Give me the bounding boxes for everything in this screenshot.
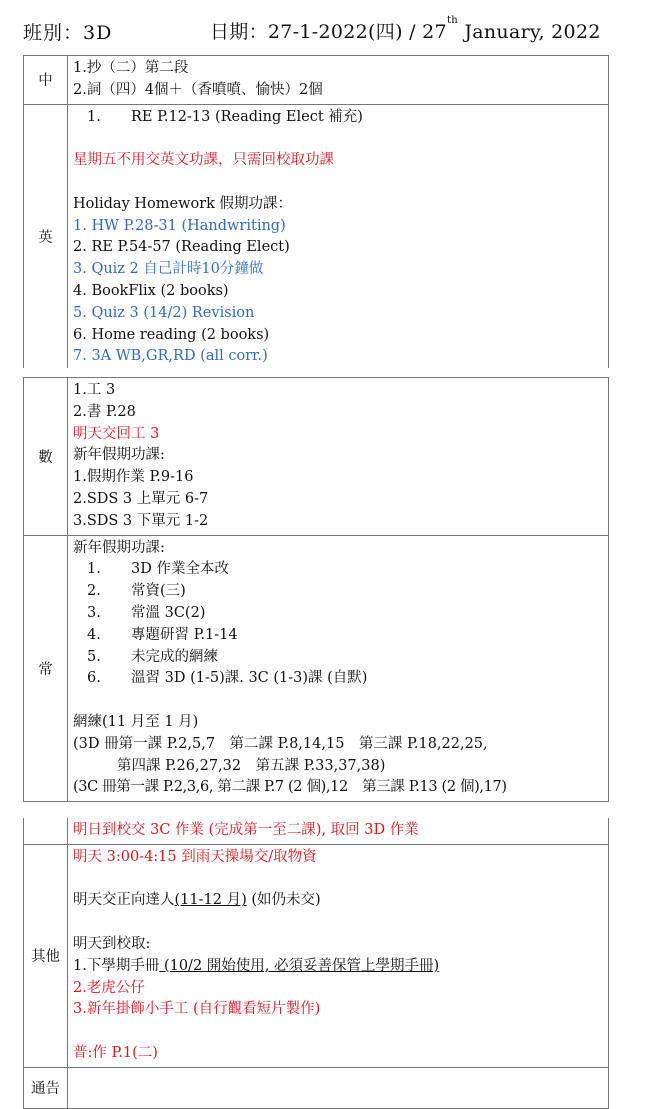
english-item-1-text: RE P.12-13 (Reading Elect 補充) xyxy=(131,108,363,125)
general-web-line: 第四課 P.26,27,32 第五課 P.33,37,38) xyxy=(117,757,386,774)
english-holiday-item: 7. 3A WB,GR,RD (all corr.) xyxy=(73,348,268,365)
general-item-text: 溫習 3D (1-5)課. 3C (1-3)課 (自默) xyxy=(131,670,368,687)
general-item-num: 6. xyxy=(87,670,101,687)
subject-others: 其他 xyxy=(24,844,68,1067)
math-notice: 明天交回工 3 xyxy=(73,425,160,442)
general-item-num: 3. xyxy=(87,604,101,621)
general-item-num: 5. xyxy=(87,648,101,665)
row-math xyxy=(24,378,609,536)
english-item-1-num: 1. xyxy=(87,108,101,125)
subject-english: 英 xyxy=(24,104,68,368)
spacer xyxy=(73,690,604,712)
chinese-line: 2.詞（四）4個＋（香噴噴、愉快）2個 xyxy=(73,81,323,98)
others-line: 普:作 P.1(二) xyxy=(73,1044,158,1061)
general-web-line: (3C 冊第一課 P.2,3,6, 第二課 P.7 (2 個),12 第三課 P.13 (2 個),17) xyxy=(73,779,507,796)
math-line: 2.書 P.28 xyxy=(73,403,136,420)
general-item xyxy=(73,581,604,603)
spacer xyxy=(73,172,604,194)
general-holiday-title: 新年假期功課: xyxy=(73,539,165,556)
general-item-text: 常溫 3C(2) xyxy=(131,604,206,621)
row-notice xyxy=(24,1067,609,1108)
date-suffix: th xyxy=(446,15,459,26)
general-content xyxy=(68,535,609,802)
english-holiday-item: 6. Home reading (2 books) xyxy=(73,326,270,343)
homework-table-3 xyxy=(23,818,609,1109)
general-item xyxy=(73,647,604,669)
date-main: 日期：27-1-2022(四) / 27 xyxy=(210,21,447,43)
general-item xyxy=(73,559,604,581)
others-line: 明天 3:00-4:15 到雨天操場交/取物資 xyxy=(73,848,317,865)
math-holiday-item: 2.SDS 3 上單元 6-7 xyxy=(73,490,209,507)
math-content xyxy=(68,378,609,536)
others-line-part: (如仍未交) xyxy=(246,892,321,909)
english-holiday-item: 5. Quiz 3 (14/2) Revision xyxy=(73,304,255,321)
class-label: 班別：3D xyxy=(23,22,113,44)
others-line: 明天到校取: xyxy=(73,935,151,952)
others-line xyxy=(73,890,604,912)
others-line-part: 明天交正向達人 xyxy=(73,892,175,909)
general-item-num: 2. xyxy=(87,583,101,600)
general-web-title: 網練(11 月至 1 月) xyxy=(73,713,199,730)
chinese-line: 1.抄（二）第二段 xyxy=(73,60,189,76)
english-content xyxy=(68,104,609,368)
row-english xyxy=(24,104,609,368)
general-item-text: 未完成的網練 xyxy=(131,648,218,665)
others-line-underlined: (10/2 開始使用, 必須妥善保管上學期手冊) xyxy=(159,957,440,974)
subject-notice: 通告 xyxy=(24,1067,68,1108)
math-holiday-item: 1.假期作業 P.9-16 xyxy=(73,469,194,486)
row-chinese xyxy=(24,56,609,105)
general-item xyxy=(73,668,604,690)
others-line: 2.老虎公仔 xyxy=(73,979,145,996)
english-holiday-item: 1. HW P.28-31 (Handwriting) xyxy=(73,217,286,234)
row-others xyxy=(24,844,609,1067)
general-item-text: 專題研習 P.1-14 xyxy=(131,626,238,643)
spacer xyxy=(73,912,604,934)
homework-table-1 xyxy=(23,55,609,368)
general-web-line: (3D 冊第一課 P.2,5,7 第二課 P.8,14,15 第三課 P.18,22,25, xyxy=(73,735,488,752)
spacer xyxy=(73,1021,604,1043)
homework-table-2 xyxy=(23,377,609,802)
others-line-part: 1.下學期手冊 xyxy=(73,957,160,974)
general-item-num: 1. xyxy=(87,561,101,578)
others-line: 3.新年掛飾小手工 (自行觀看短片製作) xyxy=(73,1001,321,1018)
spacer xyxy=(73,128,604,150)
english-notice: 星期五不用交英文功課，只需回校取功課 xyxy=(73,152,334,169)
date-label xyxy=(210,17,601,44)
spacer xyxy=(73,869,604,891)
subject-general-studies: 常 xyxy=(24,535,68,802)
general-item-text: 常資(三) xyxy=(131,583,186,600)
subject-chinese: 中 xyxy=(24,56,68,105)
others-line xyxy=(73,956,604,978)
math-line: 1.工 3 xyxy=(73,382,116,398)
subject-math: 數 xyxy=(24,378,68,536)
general-item-text: 3D 作業全本改 xyxy=(131,561,229,578)
english-holiday-item: 2. RE P.54-57 (Reading Elect) xyxy=(73,239,290,256)
subject-empty xyxy=(24,818,68,844)
general-item xyxy=(73,625,604,647)
english-holiday-item: 3. Quiz 2 自己計時10分鐘做 xyxy=(73,261,264,278)
math-holiday-item: 3.SDS 3 下單元 1-2 xyxy=(73,512,209,529)
others-content xyxy=(68,844,609,1067)
row-others-top xyxy=(24,818,609,844)
english-item-1 xyxy=(73,107,604,129)
others-top-content xyxy=(68,818,609,844)
english-holiday-title: Holiday Homework 假期功課： xyxy=(73,195,293,212)
english-holiday-item: 4. BookFlix (2 books) xyxy=(73,282,229,299)
general-item xyxy=(73,603,604,625)
notice-content xyxy=(68,1067,609,1108)
row-general-studies xyxy=(24,535,609,802)
chinese-content xyxy=(68,56,609,105)
others-top-line: 明日到校交 3C 作業 (完成第一至二課), 取回 3D 作業 xyxy=(73,822,419,838)
page-header xyxy=(0,0,645,50)
date-tail: January, 2022 xyxy=(458,21,601,43)
math-holiday-title: 新年假期功課: xyxy=(73,447,165,464)
general-item-num: 4. xyxy=(87,626,101,643)
others-line-underlined: (11-12 月) xyxy=(174,892,247,909)
